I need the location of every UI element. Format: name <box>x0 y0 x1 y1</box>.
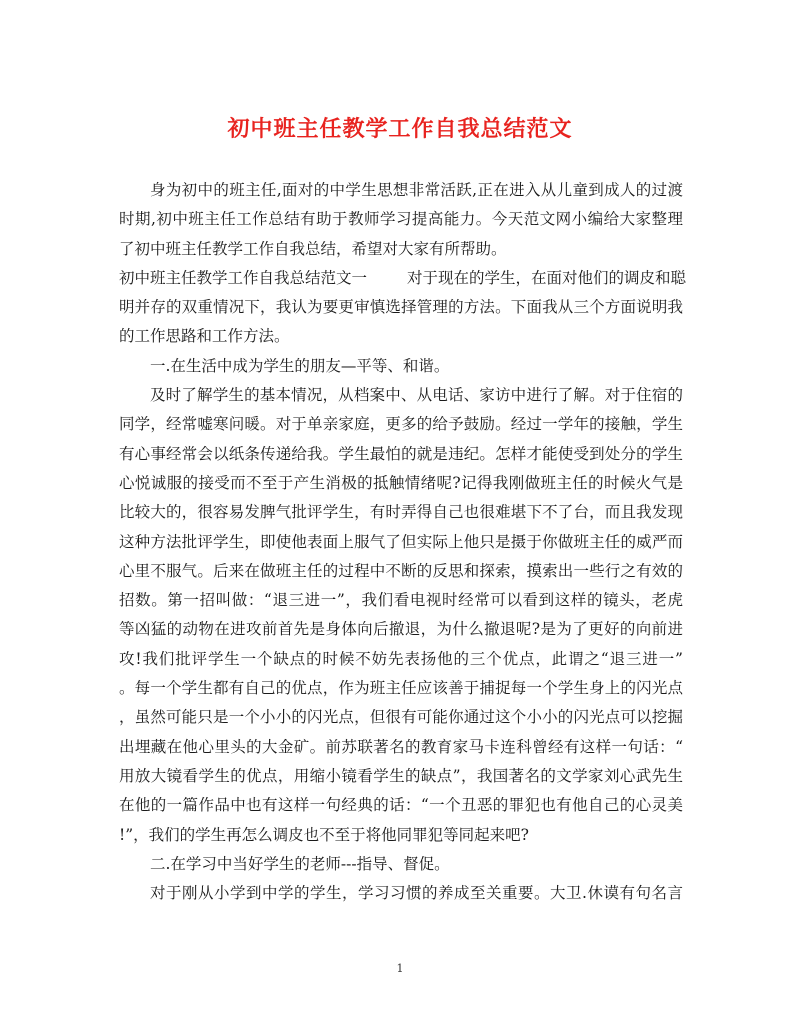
paragraph-line: 对于现在的学生，在面对他们的调皮和聪 <box>407 268 687 287</box>
paragraph-line: 出埋藏在他心里头的大金矿。前苏联著名的教育家马卡连科曾经有这样一句话：“ <box>119 737 683 756</box>
paragraph-line-with-heading <box>119 264 687 293</box>
section-heading: 初中班主任教学工作自我总结范文一 <box>119 268 368 287</box>
paragraph-line: 明并存的双重情况下，我认为要更审慎选择管理的方法。下面我从三个方面说明我 <box>119 298 683 317</box>
paragraph-line: 身为初中的班主任,面对的中学生思想非常活跃,正在进入从儿童到成人的过渡 <box>150 181 683 199</box>
paragraph-line: 这种方法批评学生，即使他表面上服气了但实际上他只是摄于你做班主任的威严而 <box>119 532 683 551</box>
paragraph-line: 心悦诚服的接受而不至于产生消极的抵触情绪呢?记得我刚做班主任的时候火气是 <box>119 473 683 492</box>
paragraph-line: 。每一个学生都有自己的优点，作为班主任应该善于捕捉每一个学生身上的闪光点 <box>119 679 683 698</box>
paragraph-line: 招数。第一招叫做：“退三进一”，我们看电视时经常可以看到这样的镜头，老虎 <box>119 591 683 610</box>
page-number: 1 <box>396 962 404 975</box>
section-heading: 一.在生活中成为学生的朋友—平等、和谐。 <box>150 356 450 375</box>
paragraph-line: 时期,初中班主任工作总结有助于教师学习提高能力。今天范文网小编给大家整理 <box>119 210 683 229</box>
paragraph-line: 在他的一篇作品中也有这样一句经典的话：“一个丑恶的罪犯也有他自己的心灵美 <box>119 796 683 815</box>
paragraph-line: 了初中班主任教学工作自我总结，希望对大家有所帮助。 <box>119 239 507 258</box>
paragraph-line: 等凶猛的动物在进攻前首先是身体向后撤退，为什么撤退呢?是为了更好的向前进 <box>119 620 683 639</box>
paragraph-line: 比较大的，很容易发脾气批评学生，有时弄得自己也很难堪下不了台，而且我发现 <box>119 503 683 522</box>
document-body <box>119 176 687 908</box>
paragraph-line: 有心事经常会以纸条传递给我。学生最怕的就是违纪。怎样才能使受到处分的学生 <box>119 444 683 463</box>
paragraph-line: 对于刚从小学到中学的学生，学习习惯的养成至关重要。大卫.休谟有句名言 <box>150 884 683 903</box>
paragraph-line: 攻!我们批评学生一个缺点的时候不妨先表扬他的三个优点，此谓之“退三进一” <box>119 649 683 668</box>
paragraph-line: 的工作思路和工作方法。 <box>119 327 290 346</box>
paragraph-line: !”，我们的学生再怎么调皮也不至于将他同罪犯等同起来吧? <box>119 825 529 844</box>
paragraph-line: ，虽然可能只是一个小小的闪光点，但很有可能你通过这个小小的闪光点可以挖掘 <box>119 708 683 727</box>
section-heading: 二.在学习中当好学生的老师---指导、督促。 <box>150 854 450 873</box>
paragraph-line: 同学，经常嘘寒问暖。对于单亲家庭，更多的给予鼓励。经过一学年的接触，学生 <box>119 415 683 434</box>
paragraph-line: 心里不服气。后来在做班主任的过程中不断的反思和探索，摸索出一些行之有效的 <box>119 561 683 580</box>
document-title: 初中班主任教学工作自我总结范文 <box>227 116 573 142</box>
paragraph-line: 用放大镜看学生的优点，用缩小镜看学生的缺点”，我国著名的文学家刘心武先生 <box>119 766 683 785</box>
paragraph-line: 及时了解学生的基本情况，从档案中、从电话、家访中进行了解。对于住宿的 <box>150 386 683 405</box>
